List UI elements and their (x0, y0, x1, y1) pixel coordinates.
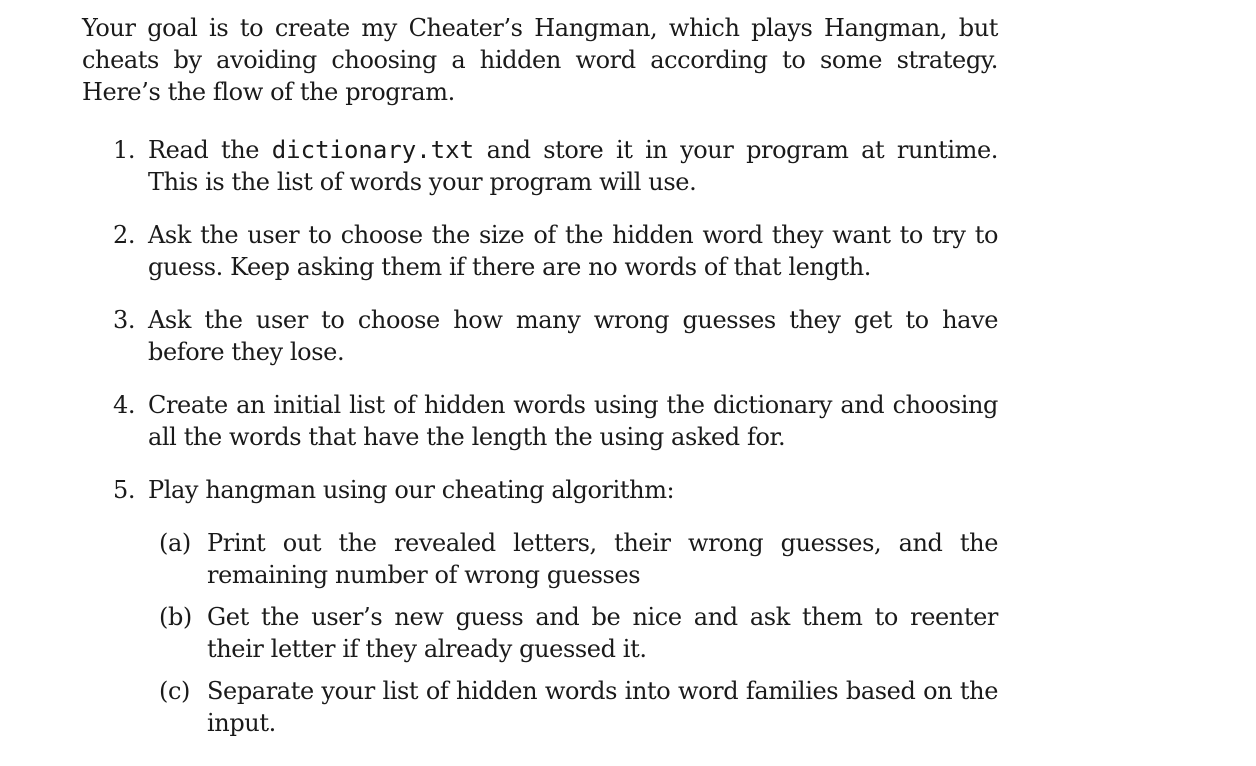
step-item (82, 389, 998, 453)
substep-item (148, 675, 998, 739)
steps-list (82, 134, 998, 739)
step-text-before: Read the (148, 136, 272, 164)
step-item (82, 304, 998, 368)
step-text: Ask the user to choose the size of the hidden word they want to try to guess. Keep asking them if there are no words of that length. (148, 221, 998, 281)
document-page (82, 12, 998, 760)
dictionary-filename: dictionary.txt (271, 136, 475, 164)
step-number: 4. (113, 391, 136, 419)
step-number: 2. (113, 221, 136, 249)
step-number: 5. (113, 476, 136, 504)
step-text: Ask the user to choose how many wrong guesses they get to have before they lose. (148, 306, 998, 366)
substep-item (148, 527, 998, 591)
step-item (82, 134, 998, 198)
step-item (82, 219, 998, 283)
step-item (82, 474, 998, 739)
substep-label: (a) (159, 529, 191, 557)
substep-text: Get the user’s new guess and be nice and ask them to reenter their letter if they already guessed it. (207, 603, 998, 663)
substep-label: (c) (159, 677, 190, 705)
substep-text: Print out the revealed letters, their wrong guesses, and the remaining number of wrong guesses (207, 529, 998, 589)
substep-text: Separate your list of hidden words into word families based on the input. (207, 677, 998, 737)
step-text: Create an initial list of hidden words using the dictionary and choosing all the words that have the length the using asked for. (148, 391, 998, 451)
substep-label: (b) (159, 603, 192, 631)
intro-paragraph: Your goal is to create my Cheater’s Hangman, which plays Hangman, but cheats by avoiding choosing a hidden word according to some strategy. Here’s the flow of the program. (82, 14, 998, 106)
step-number: 3. (113, 306, 136, 334)
substeps-list (148, 527, 998, 739)
step-text: Play hangman using our cheating algorithm: (148, 476, 675, 504)
step-text-after: and store it in your program at runtime. This is the list of words your program will use. (148, 136, 998, 196)
step-number: 1. (113, 136, 136, 164)
substep-item (148, 601, 998, 665)
